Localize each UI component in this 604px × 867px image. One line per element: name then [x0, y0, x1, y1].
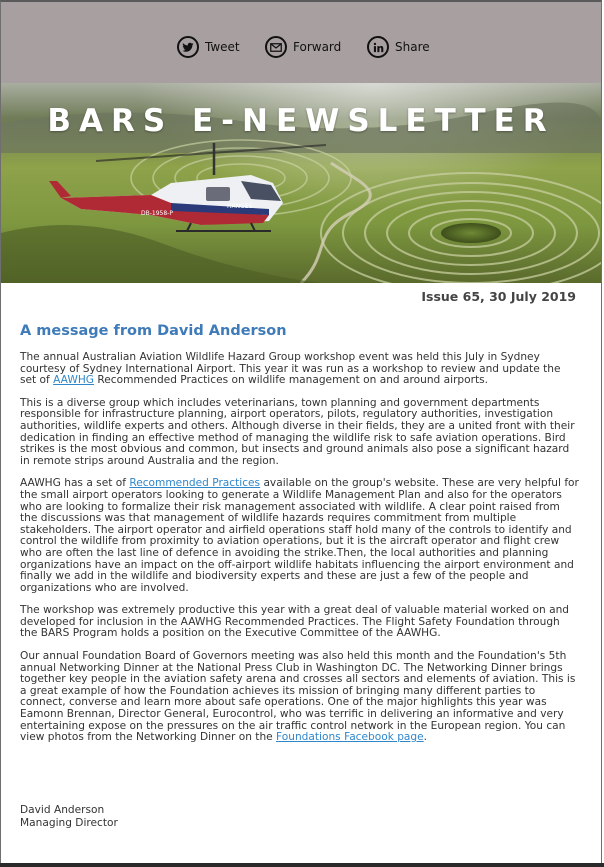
- tweet-button[interactable]: [177, 35, 240, 59]
- helicopter-marking: HANGES: [227, 203, 253, 210]
- hero-banner: [1, 83, 601, 283]
- newsletter-title: BARS E-NEWSLETTER: [47, 103, 555, 139]
- linkedin-icon: [367, 36, 389, 58]
- signoff: [20, 804, 118, 829]
- paragraph-text: Recommended Practices on wildlife management on and around airports.: [94, 374, 489, 387]
- paragraph-5: [20, 651, 580, 744]
- signoff-name: David Anderson: [20, 804, 105, 816]
- facebook-page-link[interactable]: Foundations Facebook page: [276, 731, 424, 744]
- forward-label: Forward: [293, 40, 342, 54]
- helicopter-registration: DB-1958-P: [141, 210, 173, 217]
- paragraph-text: Our annual Foundation Board of Governors meeting was also held this month and the Foundation's 5th annual Networking Dinner at the National Press Club in Washington DC. The Networking Dinner brings together key people in the aviation safety arena and crosses all sectors and elements of aviation. This is a great example of how the Foundation achieves its mission of bringing many different parties to connect, converse and learn more about safe operations. One of the major highlights this year was Eamonn Brennan, Director General, Eurocontrol, who was terrific in delivering an informative and very entertaining expose on the pressures on the air traffic control network in the European region. You can view photos from the Networking Dinner on the: [20, 650, 576, 744]
- social-bar: [1, 2, 601, 83]
- share-button[interactable]: [367, 35, 430, 59]
- twitter-icon: [177, 36, 199, 58]
- paragraph-2: This is a diverse group which includes veterinarians, town planning and government departments responsible for infrastructure planning, airport operators, pilots, regulatory authorities, investigation authorities, wildlife experts and others. Although diverse in their fields, they are a united front with their dedication in finding an effective method of managing the wildlife risk to safe aviation operations. Bird strikes is the most obvious and common, but insects and ground animals also pose a significant hazard in remote strips around Australia and the region.: [20, 396, 575, 467]
- signoff-title: Managing Director: [20, 816, 118, 829]
- paragraph-text: available on the group's website. These are very helpful for the small airport operators looking to generate a Wildlife Management Plan and also for the operators who are looking to formalize their risk management associated with wildlife. A clear point raised from the discussions was that management of wildlife hazards requires commitment from multiple stakeholders. The airport operator and airfield operations staff hold many of the controls to identify and control the wildlife from proximity to aviation operations, but it is the aircraft operator and flight crew who are often the last line of defence in avoiding the strike.Then, the local authorities and planning organizations have an impact on the off-airport wildlife habitats influencing the airport environment and finally we add in the wildlife and biodiversity experts and these are just a few of the people and organizations who are involved.: [20, 477, 579, 594]
- forward-button[interactable]: [265, 35, 341, 59]
- paragraph-text: AAWHG has a set of: [20, 477, 130, 490]
- paragraph-text: .: [423, 731, 428, 744]
- envelope-icon: [265, 36, 287, 58]
- tweet-label: Tweet: [205, 40, 240, 54]
- article-heading: A message from David Anderson: [20, 323, 287, 339]
- recommended-practices-link[interactable]: Recommended Practices: [129, 477, 261, 490]
- paragraph-3: [20, 478, 580, 594]
- article-body: [20, 352, 580, 755]
- issue-date: Issue 65, 30 July 2019: [421, 289, 576, 304]
- paragraph-text: The annual Australian Aviation Wildlife Hazard Group workshop event was held this July in Sydney courtesy of Sydney International Airport. This year it was run as a workshop to review and update the set of: [20, 351, 561, 387]
- paragraph-4: The workshop was extremely productive this year with a great deal of valuable material worked on and developed for inclusion in the AAWHG Recommended Practices. The Flight Safety Foundation through the BARS Program holds a position on the Executive Committee of the AAWHG.: [20, 604, 570, 640]
- bottom-border: [0, 863, 604, 867]
- share-label: Share: [395, 40, 430, 54]
- helicopter-graphic: [49, 143, 326, 231]
- paragraph-1: [20, 352, 580, 387]
- aawhg-link[interactable]: AAWHG: [53, 374, 94, 387]
